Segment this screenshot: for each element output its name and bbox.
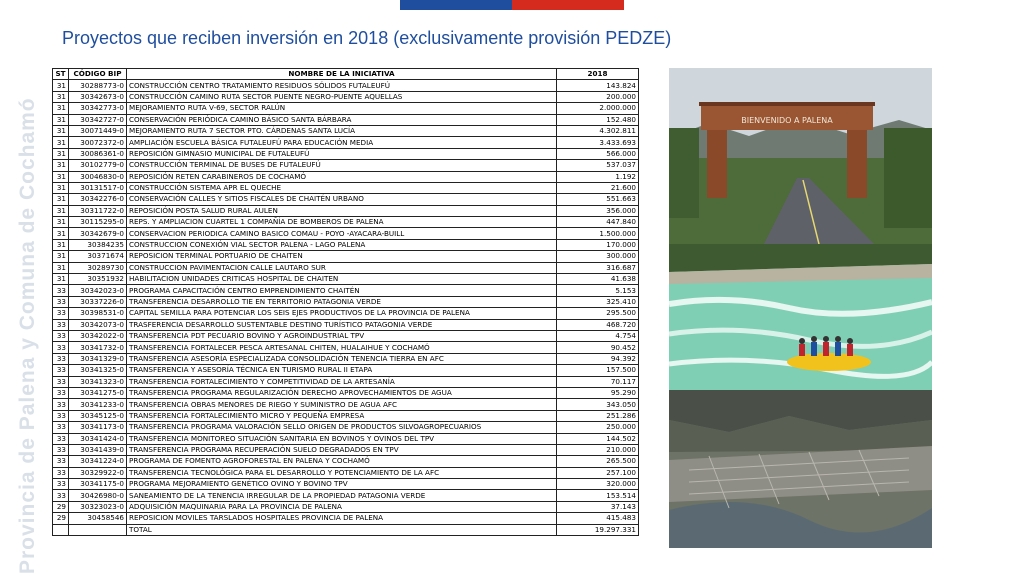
table-row xyxy=(53,296,639,307)
row-code: 30071449-0 xyxy=(69,125,127,136)
row-amount: 2.000.000 xyxy=(557,103,639,114)
table-row xyxy=(53,125,639,136)
row-st: 33 xyxy=(53,456,69,467)
row-code: 30341329-0 xyxy=(69,353,127,364)
table-row xyxy=(53,387,639,398)
row-code: 30323023-0 xyxy=(69,501,127,512)
row-st: 33 xyxy=(53,353,69,364)
table-row xyxy=(53,285,639,296)
row-st: 29 xyxy=(53,513,69,524)
row-st: 31 xyxy=(53,228,69,239)
row-name: TRANSFERENCIA PROGRAMA RECUPERACIÓN SUELO DEGRADADOS EN TPV xyxy=(127,444,557,455)
table-total-row xyxy=(53,524,639,535)
table-row xyxy=(53,410,639,421)
row-st: 31 xyxy=(53,148,69,159)
row-st: 31 xyxy=(53,217,69,228)
row-name: CONSERVACIÓN CALLES Y SITIOS FISCALES DE CHAITÉN URBANO xyxy=(127,194,557,205)
row-st: 33 xyxy=(53,444,69,455)
table-row xyxy=(53,262,639,273)
row-name: CONSTRUCCIÓN CENTRO TRATAMIENTO RESIDUOS SÓLIDOS FUTALEUFÚ xyxy=(127,80,557,91)
row-name: CAPITAL SEMILLA PARA POTENCIAR LOS SEIS EJES PRODUCTIVOS DE LA PROVINCIA DE PALENA xyxy=(127,308,557,319)
table-row xyxy=(53,80,639,91)
table-row xyxy=(53,114,639,125)
table-row xyxy=(53,239,639,250)
row-name: HABILITACION UNIDADES CRITICAS HOSPITAL DE CHAITEN xyxy=(127,274,557,285)
table-row xyxy=(53,399,639,410)
total-value: 19.297.331 xyxy=(557,524,639,535)
row-amount: 144.502 xyxy=(557,433,639,444)
row-name: CONSTRUCCION CONEXIÓN VIAL SECTOR PALENA - LAGO PALENA xyxy=(127,239,557,250)
table-row xyxy=(53,91,639,102)
row-st: 31 xyxy=(53,114,69,125)
row-code: 30311722-0 xyxy=(69,205,127,216)
row-name: REPS. Y AMPLIACION CUARTEL 1 COMPAÑÍA DE BOMBEROS DE PALENA xyxy=(127,217,557,228)
table-row xyxy=(53,479,639,490)
row-amount: 251.286 xyxy=(557,410,639,421)
row-amount: 170.000 xyxy=(557,239,639,250)
row-amount: 95.290 xyxy=(557,387,639,398)
row-code: 30102779-0 xyxy=(69,160,127,171)
row-st: 33 xyxy=(53,490,69,501)
row-name: TRANSFERENCIA MONITOREO SITUACIÓN SANITARIA EN BOVINOS Y OVINOS DEL TPV xyxy=(127,433,557,444)
row-name: CONSTRUCCIÓN SISTEMA APR EL QUECHE xyxy=(127,182,557,193)
row-st: 31 xyxy=(53,262,69,273)
row-amount: 70.117 xyxy=(557,376,639,387)
col-header-code: CÓDIGO BIP xyxy=(69,69,127,80)
row-amount: 551.663 xyxy=(557,194,639,205)
row-code: 30341424-0 xyxy=(69,433,127,444)
row-st: 33 xyxy=(53,467,69,478)
row-name: TRASFERENCIA DESARROLLO SUSTENTABLE DESTINO TURÍSTICO PATAGONIA VERDE xyxy=(127,319,557,330)
row-name: TRANSFERENCIA PROGRAMA VALORACIÓN SELLO ORIGEN DE PRODUCTOS SILVOAGROPECUARIOS xyxy=(127,422,557,433)
row-name: CONSTRUCCIÓN CAMINO RUTA SECTOR PUENTE NEGRO-PUENTE AQUELLAS xyxy=(127,91,557,102)
row-st: 29 xyxy=(53,501,69,512)
row-code: 30341275-0 xyxy=(69,387,127,398)
row-code: 30371674 xyxy=(69,251,127,262)
row-name: ADQUISICIÓN MAQUINARIA PARA LA PROVINCIA DE PALENA xyxy=(127,501,557,512)
row-code: 30458546 xyxy=(69,513,127,524)
row-amount: 257.100 xyxy=(557,467,639,478)
row-code: 30342276-0 xyxy=(69,194,127,205)
table-row xyxy=(53,467,639,478)
table-row xyxy=(53,251,639,262)
row-amount: 250.000 xyxy=(557,422,639,433)
photo-aerial-town xyxy=(669,390,932,548)
photo-welcome-arch xyxy=(669,68,932,244)
table-row xyxy=(53,330,639,341)
table-header-row xyxy=(53,69,639,80)
row-st: 33 xyxy=(53,285,69,296)
row-amount: 21.600 xyxy=(557,182,639,193)
row-name: TRANSFERENCIA PDT PECUARIO BOVINO Y AGROINDUSTRIAL TPV xyxy=(127,330,557,341)
row-code: 30046830-0 xyxy=(69,171,127,182)
row-st: 31 xyxy=(53,125,69,136)
table-row xyxy=(53,513,639,524)
row-name: TRANSFERENCIA FORTALECIMIENTO Y COMPETITIVIDAD DE LA ARTESANÍA xyxy=(127,376,557,387)
row-st: 33 xyxy=(53,330,69,341)
row-amount: 157.500 xyxy=(557,365,639,376)
row-name: TRANSFERENCIA FORTALECER PESCA ARTESANAL CHITEN, HUALAIHUE Y COCHAMÓ xyxy=(127,342,557,353)
row-name: TRANSFERENCIA OBRAS MENORES DE RIEGO Y SUMINISTRO DE AGUA AFC xyxy=(127,399,557,410)
row-amount: 210.000 xyxy=(557,444,639,455)
row-amount: 265.500 xyxy=(557,456,639,467)
row-amount: 1.500.000 xyxy=(557,228,639,239)
flag-bar-red xyxy=(512,0,624,10)
row-st: 31 xyxy=(53,91,69,102)
row-amount: 143.824 xyxy=(557,80,639,91)
row-code: 30337226-0 xyxy=(69,296,127,307)
row-name: REPOSICIÓN POSTA SALUD RURAL AULEN xyxy=(127,205,557,216)
row-name: MEJORAMIENTO RUTA V-69, SECTOR RALÚN xyxy=(127,103,557,114)
row-code: 30341175-0 xyxy=(69,479,127,490)
row-amount: 4.302.811 xyxy=(557,125,639,136)
row-name: REPOSICION TERMINAL PORTUARIO DE CHAITEN xyxy=(127,251,557,262)
row-amount: 4.754 xyxy=(557,330,639,341)
row-amount: 5.153 xyxy=(557,285,639,296)
table-row xyxy=(53,456,639,467)
flag-bar xyxy=(400,0,624,10)
table-row xyxy=(53,274,639,285)
table-row xyxy=(53,353,639,364)
row-name: TRANSFERENCIA TECNOLÓGICA PARA EL DESARROLLO Y POTENCIAMIENTO DE LA AFC xyxy=(127,467,557,478)
row-st: 33 xyxy=(53,308,69,319)
row-amount: 320.000 xyxy=(557,479,639,490)
row-code: 30345125-0 xyxy=(69,410,127,421)
table-row xyxy=(53,308,639,319)
row-amount: 152.480 xyxy=(557,114,639,125)
table-row xyxy=(53,103,639,114)
row-amount: 3.433.693 xyxy=(557,137,639,148)
table-row xyxy=(53,194,639,205)
row-code: 30341323-0 xyxy=(69,376,127,387)
table-row xyxy=(53,148,639,159)
table-body xyxy=(53,80,639,524)
row-name: REPOSICIÓN RETEN CARABINEROS DE COCHAMÓ xyxy=(127,171,557,182)
col-header-st: ST xyxy=(53,69,69,80)
row-code: 30342773-0 xyxy=(69,103,127,114)
row-st: 31 xyxy=(53,182,69,193)
row-amount: 1.192 xyxy=(557,171,639,182)
row-st: 33 xyxy=(53,433,69,444)
row-st: 31 xyxy=(53,103,69,114)
row-code: 30115295-0 xyxy=(69,217,127,228)
row-code: 30426980-0 xyxy=(69,490,127,501)
row-code: 30342023-0 xyxy=(69,285,127,296)
row-code: 30341224-0 xyxy=(69,456,127,467)
row-st: 33 xyxy=(53,387,69,398)
table-row xyxy=(53,490,639,501)
row-code: 30341233-0 xyxy=(69,399,127,410)
row-name: MEJORAMIENTO RUTA 7 SECTOR PTO. CÁRDENAS SANTA LUCÍA xyxy=(127,125,557,136)
row-name: CONSERVACION PERIODICA CAMINO BASICO COMAU - POYO -AYACARA-BUILL xyxy=(127,228,557,239)
row-amount: 537.037 xyxy=(557,160,639,171)
row-code: 30341173-0 xyxy=(69,422,127,433)
row-amount: 295.500 xyxy=(557,308,639,319)
side-vertical-text: Provincia de Palena y Comuna de Cochamó xyxy=(16,97,39,574)
row-st: 33 xyxy=(53,422,69,433)
page-title: Proyectos que reciben inversión en 2018 (exclusivamente provisión PEDZE) xyxy=(62,28,672,48)
row-amount: 566.000 xyxy=(557,148,639,159)
row-name: PROGRAMA CAPACITACIÓN CENTRO EMPRENDIMIENTO CHAITÉN xyxy=(127,285,557,296)
row-st: 33 xyxy=(53,342,69,353)
row-st: 31 xyxy=(53,160,69,171)
row-name: TRANSFERENCIA FORTALECIMIENTO MICRO Y PEQUEÑA EMPRESA xyxy=(127,410,557,421)
row-name: TRANSFERENCIA PROGRAMA REGULARIZACIÓN DERECHO APROVECHAMIENTOS DE AGUA xyxy=(127,387,557,398)
row-st: 31 xyxy=(53,194,69,205)
row-st: 33 xyxy=(53,376,69,387)
row-code: 30342073-0 xyxy=(69,319,127,330)
row-amount: 200.000 xyxy=(557,91,639,102)
row-amount: 90.452 xyxy=(557,342,639,353)
total-label: TOTAL xyxy=(127,524,557,535)
row-code: 30342727-0 xyxy=(69,114,127,125)
table-row xyxy=(53,342,639,353)
row-name: TRANSFERENCIA DESARROLLO TIE EN TERRITORIO PATAGONIA VERDE xyxy=(127,296,557,307)
row-code: 30342673-0 xyxy=(69,91,127,102)
table-row xyxy=(53,433,639,444)
row-amount: 316.687 xyxy=(557,262,639,273)
table-row xyxy=(53,205,639,216)
row-st: 33 xyxy=(53,399,69,410)
flag-bar-blue xyxy=(400,0,512,10)
row-name: SANEAMIENTO DE LA TENENCIA IRREGULAR DE LA PROPIEDAD PATAGONIA VERDE xyxy=(127,490,557,501)
row-amount: 343.050 xyxy=(557,399,639,410)
table-row xyxy=(53,501,639,512)
row-code: 30342022-0 xyxy=(69,330,127,341)
row-amount: 447.840 xyxy=(557,217,639,228)
row-st: 33 xyxy=(53,319,69,330)
row-code: 30384235 xyxy=(69,239,127,250)
row-amount: 41.638 xyxy=(557,274,639,285)
row-st: 31 xyxy=(53,80,69,91)
table-row xyxy=(53,422,639,433)
row-code: 30288773-0 xyxy=(69,80,127,91)
photo-collage xyxy=(669,68,932,548)
row-code: 30341732-0 xyxy=(69,342,127,353)
sign-text: BIENVENIDO A PALENA xyxy=(741,116,833,125)
row-name: CONSERVACIÓN PERIÓDICA CAMINO BÁSICO SANTA BÁRBARA xyxy=(127,114,557,125)
row-name: TRANSFERENCIA Y ASESORÍA TÉCNICA EN TURISMO RURAL II ETAPA xyxy=(127,365,557,376)
row-name: CONSTRUCCIÓN TERMINAL DE BUSES DE FUTALEUFÚ xyxy=(127,160,557,171)
row-name: CONSTRUCCION PAVIMENTACION CALLE LAUTARO SUR xyxy=(127,262,557,273)
row-st: 31 xyxy=(53,251,69,262)
row-st: 31 xyxy=(53,137,69,148)
photo-river-rafting xyxy=(669,244,932,390)
row-st: 31 xyxy=(53,205,69,216)
row-code: 30342679-0 xyxy=(69,228,127,239)
row-st: 31 xyxy=(53,171,69,182)
table-row xyxy=(53,137,639,148)
table-row xyxy=(53,444,639,455)
row-st: 33 xyxy=(53,365,69,376)
row-code: 30072372-0 xyxy=(69,137,127,148)
table-row xyxy=(53,365,639,376)
row-st: 33 xyxy=(53,296,69,307)
row-name: TRANSFERENCIA ASESORÍA ESPECIALIZADA CONSOLIDACIÓN TENENCIA TIERRA EN AFC xyxy=(127,353,557,364)
row-amount: 153.514 xyxy=(557,490,639,501)
projects-table xyxy=(52,68,639,536)
row-st: 33 xyxy=(53,410,69,421)
row-amount: 356.000 xyxy=(557,205,639,216)
table-row xyxy=(53,319,639,330)
col-header-name: NOMBRE DE LA INICIATIVA xyxy=(127,69,557,80)
row-amount: 37.143 xyxy=(557,501,639,512)
row-st: 31 xyxy=(53,274,69,285)
row-st: 31 xyxy=(53,239,69,250)
row-code: 30329922-0 xyxy=(69,467,127,478)
row-amount: 300.000 xyxy=(557,251,639,262)
table-row xyxy=(53,171,639,182)
row-amount: 325.410 xyxy=(557,296,639,307)
row-code: 30086361-0 xyxy=(69,148,127,159)
col-header-year: 2018 xyxy=(557,69,639,80)
table-row xyxy=(53,228,639,239)
table-row xyxy=(53,217,639,228)
row-name: AMPLIACIÓN ESCUELA BÁSICA FUTALEUFÚ PARA EDUCACIÓN MEDIA xyxy=(127,137,557,148)
row-name: REPOSICION MOVILES TARSLADOS HOSPITALES PROVINCIA DE PALENA xyxy=(127,513,557,524)
row-name: REPOSICIÓN GIMNASIO MUNICIPAL DE FUTALEUFÚ xyxy=(127,148,557,159)
row-name: PROGRAMA DE FOMENTO AGROFORESTAL EN PALENA Y COCHAMÓ xyxy=(127,456,557,467)
row-code: 30341439-0 xyxy=(69,444,127,455)
table-row xyxy=(53,376,639,387)
table-row xyxy=(53,182,639,193)
row-st: 33 xyxy=(53,479,69,490)
row-code: 30341325-0 xyxy=(69,365,127,376)
row-code: 30289730 xyxy=(69,262,127,273)
total-empty-cell xyxy=(69,524,127,535)
total-empty-cell xyxy=(53,524,69,535)
row-amount: 415.483 xyxy=(557,513,639,524)
row-amount: 94.392 xyxy=(557,353,639,364)
row-name: PROGRAMA MEJORAMIENTO GENÉTICO OVINO Y BOVINO TPV xyxy=(127,479,557,490)
row-code: 30351932 xyxy=(69,274,127,285)
table-row xyxy=(53,160,639,171)
row-amount: 468.720 xyxy=(557,319,639,330)
row-code: 30398531-0 xyxy=(69,308,127,319)
row-code: 30131517-0 xyxy=(69,182,127,193)
